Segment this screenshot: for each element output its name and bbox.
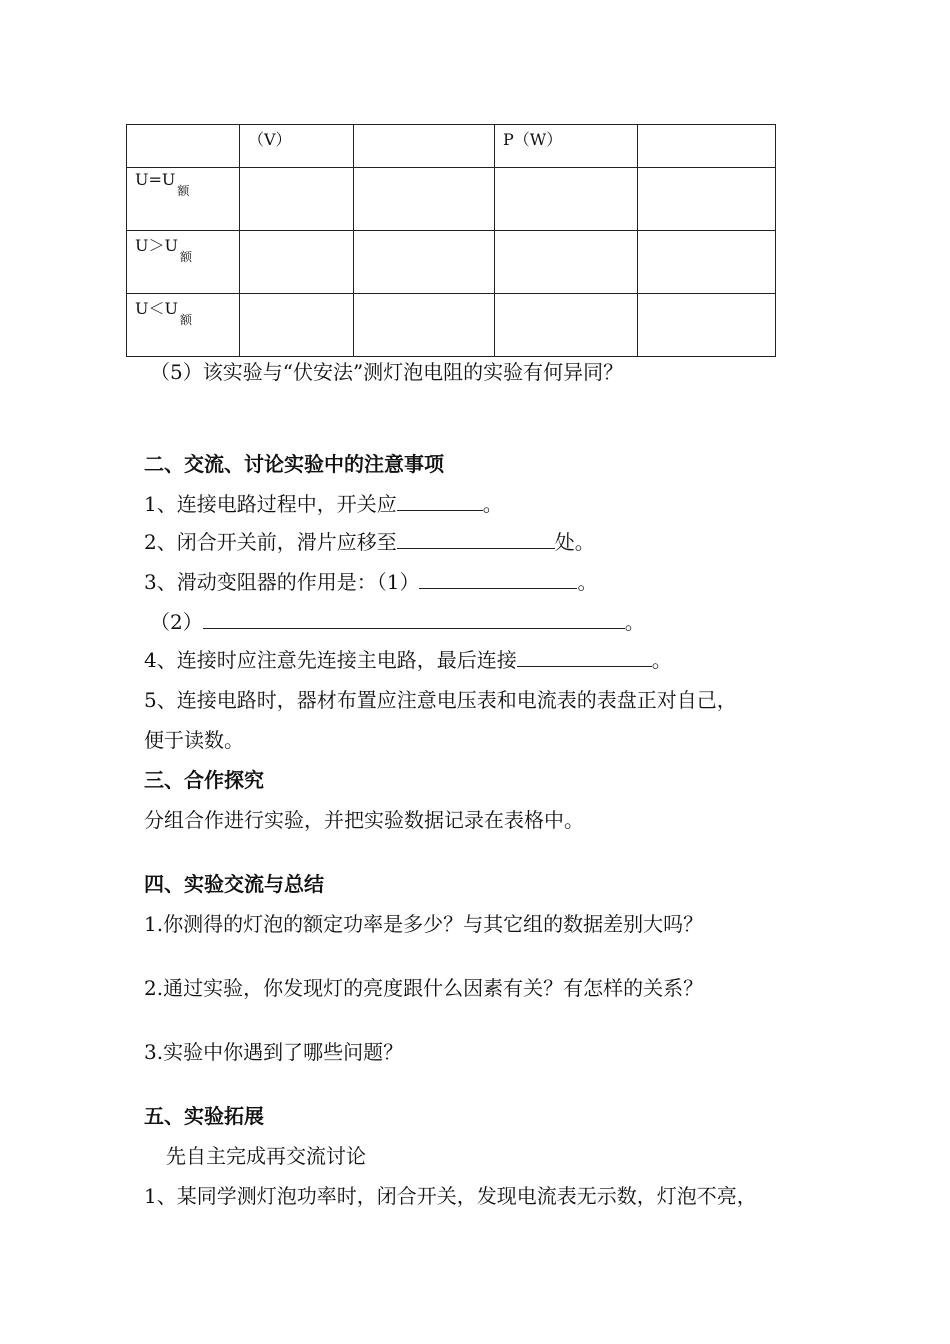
table-cell [495,231,638,294]
table-header-cell [354,125,495,168]
fill-blank[interactable] [397,490,483,511]
data-table [126,124,776,357]
row-label: U＞U [135,236,178,255]
section-2-item-5-line-1: 5、连接电路时，器材布置应注意电压表和电流表的表盘正对自己， [144,688,737,712]
section-3-text: 分组合作进行实验，并把实验数据记录在表格中。 [144,808,584,832]
table-cell [495,168,638,231]
section-2-title: 二、交流、讨论实验中的注意事项 [144,452,444,476]
section-5-intro: 先自主完成再交流讨论 [166,1144,366,1168]
table-cell [495,294,638,357]
table-cell [638,231,776,294]
question-5: （5）该实验与“伏安法”测灯泡电阻的实验有何异同？ [150,360,624,384]
section-2-item-4 [144,644,672,673]
item-text: 处。 [554,530,595,554]
table-cell [354,231,495,294]
section-2-item-3 [144,566,597,595]
table-row [127,294,776,357]
fill-blank[interactable] [203,608,625,629]
item-text: 。 [577,570,598,594]
section-4-question-2: 2.通过实验，你发现灯的亮度跟什么因素有关？有怎样的关系？ [144,976,704,1000]
section-5-question-1: 1、某同学测灯泡功率时，闭合开关，发现电流表无示数，灯泡不亮， [144,1184,757,1208]
section-5-title: 五、实验拓展 [144,1104,264,1128]
table-row [127,168,776,231]
item-text: 。 [624,610,645,634]
table-header-cell [638,125,776,168]
item-text: 3、滑动变阻器的作用是：（1） [144,570,420,594]
row-label-cell [127,168,240,231]
row-label-sub: 额 [177,184,190,198]
table-row [127,231,776,294]
row-label-sub: 额 [179,250,192,264]
item-text: 4、连接时应注意先连接主电路，最后连接 [144,648,517,672]
section-2-item-3b [150,606,645,635]
table-cell [638,168,776,231]
row-label: U=U [135,170,176,189]
section-2-item-1 [144,488,503,517]
row-label-cell [127,294,240,357]
section-4-title: 四、实验交流与总结 [144,872,324,896]
section-4-question-3: 3.实验中你遇到了哪些问题？ [144,1040,404,1064]
section-2-item-2 [144,526,595,555]
table-header-cell [127,125,240,168]
item-text: 。 [651,648,672,672]
fill-blank[interactable] [517,646,652,667]
table-cell [354,168,495,231]
row-label-cell [127,231,240,294]
table-cell [354,294,495,357]
section-2-item-5-line-2: 便于读数。 [144,728,244,752]
table-cell [240,294,354,357]
row-label-sub: 额 [179,313,192,327]
table-cell [638,294,776,357]
table-header-row [127,125,776,168]
fill-blank[interactable] [397,528,555,549]
fill-blank[interactable] [419,568,577,589]
item-text: 1、连接电路过程中，开关应 [144,492,397,516]
table-cell [240,168,354,231]
item-text: 2、闭合开关前，滑片应移至 [144,530,397,554]
row-label: U＜U [135,299,178,318]
table-header-cell: （V） [240,125,354,168]
table-header-cell: P（W） [495,125,638,168]
table-cell [240,231,354,294]
section-3-title: 三、合作探究 [144,768,264,792]
item-text: （2） [150,610,203,634]
section-4-question-1: 1.你测得的灯泡的额定功率是多少？与其它组的数据差别大吗？ [144,912,704,936]
item-text: 。 [482,492,503,516]
